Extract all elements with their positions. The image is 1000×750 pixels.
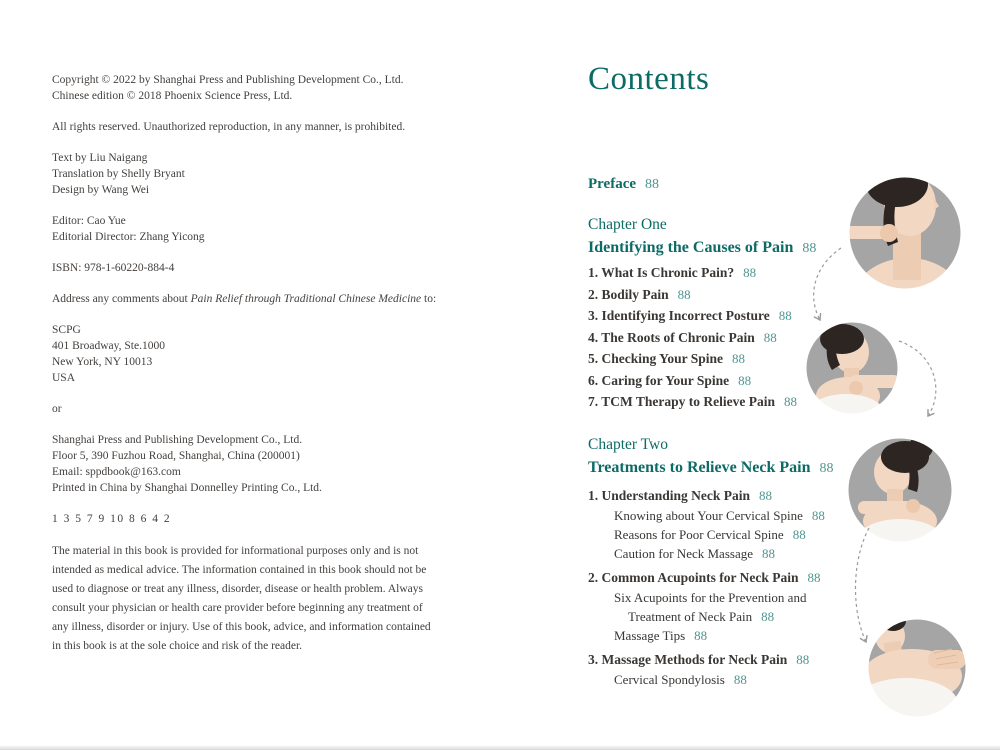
copyright-line: Copyright © 2022 by Shanghai Press and Publishing Development Co., Ltd. xyxy=(52,74,404,86)
credit-line: Design by Wang Wei xyxy=(52,184,150,196)
page-number: 88 xyxy=(733,672,747,687)
page-title: Contents xyxy=(588,61,710,97)
rights-line: All rights reserved. Unauthorized reproduction, in any manner, is prohibited. xyxy=(52,121,406,133)
page-number: 88 xyxy=(732,351,746,366)
toc-item: 7. TCM Therapy to Relieve Pain 88 xyxy=(588,394,797,409)
isbn-block xyxy=(52,260,442,276)
toc-subitem: Cervical Spondylosis 88 xyxy=(614,672,747,687)
toc-item: 3. Massage Methods for Neck Pain 88 xyxy=(588,652,810,667)
disclaimer-block xyxy=(52,542,442,656)
page-number: 88 xyxy=(677,286,691,302)
page-number: 88 xyxy=(738,372,752,388)
chapter-title: Treatments to Relieve Neck Pain 88 xyxy=(588,459,834,476)
page-number: 88 xyxy=(759,488,773,503)
address-line: Printed in China by Shanghai Donnelley Printing Co., Ltd. xyxy=(52,482,322,494)
toc-preface: Preface 88 xyxy=(588,176,660,192)
disclaimer-line: The material in this book is provided for informational purposes only and is not xyxy=(52,545,419,557)
page-number: 88 xyxy=(762,546,775,561)
print-run-block xyxy=(52,511,442,527)
page-number: 88 xyxy=(802,241,817,256)
credits-block xyxy=(52,150,442,198)
chapter-one-items xyxy=(588,262,968,413)
chapter-one-heading xyxy=(588,214,988,261)
toc-item: 4. The Roots of Chronic Pain 88 xyxy=(588,329,777,345)
copyright-line: Chinese edition © 2018 Phoenix Science Press, Ltd. xyxy=(52,90,293,102)
address-line: New York, NY 10013 xyxy=(52,356,153,368)
page-number: 88 xyxy=(763,329,777,345)
chapter-kicker: Chapter Two xyxy=(588,436,668,453)
editor-line: Editor: Cao Yue xyxy=(52,215,126,227)
toc-item: 1. What Is Chronic Pain? 88 xyxy=(588,265,757,280)
page-number: 88 xyxy=(743,265,757,280)
address-line: Floor 5, 390 Fuzhou Road, Shanghai, China (200001) xyxy=(52,450,300,462)
toc-subitem: Massage Tips 88 xyxy=(614,628,708,643)
print-run-line: 1 3 5 7 9 10 8 6 4 2 xyxy=(52,513,172,525)
page-number: 88 xyxy=(811,508,825,523)
page-number: 88 xyxy=(778,308,792,323)
address-line: SCPG xyxy=(52,324,81,336)
cn-address-block xyxy=(52,432,442,496)
page-number: 88 xyxy=(784,394,797,409)
toc-item: 5. Checking Your Spine 88 xyxy=(588,351,746,366)
page-number: 88 xyxy=(761,609,775,624)
book-title-italic: Pain Relief through Traditional Chinese Medicine xyxy=(190,293,422,305)
rights-block xyxy=(52,119,442,135)
chapter-kicker: Chapter One xyxy=(588,216,667,233)
toc-item: 3. Identifying Incorrect Posture 88 xyxy=(588,308,792,323)
credit-line: Translation by Shelly Bryant xyxy=(52,168,185,180)
page-number: 88 xyxy=(792,527,806,542)
page-number: 88 xyxy=(807,570,821,585)
disclaimer-line: used to diagnose or treat any illness, disorder, disease or health problem. Always xyxy=(52,583,423,595)
page-bottom-edge xyxy=(0,745,1000,750)
comments-line: Address any comments about Pain Relief through Traditional Chinese Medicine to: xyxy=(52,293,437,305)
toc-item: 1. Understanding Neck Pain 88 xyxy=(588,488,773,503)
toc-item: 2. Bodily Pain 88 xyxy=(588,286,691,302)
page-number: 88 xyxy=(819,461,834,476)
toc-item: 6. Caring for Your Spine 88 xyxy=(588,372,752,388)
us-address-block xyxy=(52,322,442,386)
toc-item: 2. Common Acupoints for Neck Pain 88 xyxy=(588,570,821,585)
chapter-title: Identifying the Causes of Pain 88 xyxy=(588,239,817,256)
toc-subitem: Knowing about Your Cervical Spine 88 xyxy=(614,508,825,523)
page-number: 88 xyxy=(796,652,810,667)
disclaimer-line: intended as medical advice. The information contained in this book should not be xyxy=(52,564,427,576)
address-line: Email: sppdbook@163.com xyxy=(52,466,181,478)
copyright-block xyxy=(52,72,442,104)
comments-block xyxy=(52,291,442,307)
disclaimer-line: in this book is at the sole choice and risk of the reader. xyxy=(52,640,303,652)
copyright-page xyxy=(52,72,442,671)
disclaimer-line: any illness, disorder or injury. Use of this book, advice, and information contained xyxy=(52,621,431,633)
or-block xyxy=(52,401,442,417)
or-line: or xyxy=(52,403,62,415)
address-line: USA xyxy=(52,372,76,384)
editor-line: Editorial Director: Zhang Yicong xyxy=(52,231,205,243)
toc-subitem: Reasons for Poor Cervical Spine 88 xyxy=(614,527,806,542)
disclaimer-line: consult your physician or health care provider before beginning any treatment of xyxy=(52,602,423,614)
toc-subitem-wrap: Treatment of Neck Pain 88 xyxy=(628,609,775,624)
chapter-two-items xyxy=(588,481,968,689)
editors-block xyxy=(52,213,442,245)
credit-line: Text by Liu Naigang xyxy=(52,152,148,164)
toc-subitem: Caution for Neck Massage 88 xyxy=(614,546,775,561)
address-line: 401 Broadway, Ste.1000 xyxy=(52,340,165,352)
chapter-two-heading xyxy=(588,434,988,481)
isbn-line: ISBN: 978-1-60220-884-4 xyxy=(52,262,175,274)
address-line: Shanghai Press and Publishing Development Co., Ltd. xyxy=(52,434,303,446)
page-number: 88 xyxy=(694,628,708,643)
toc-subitem: Six Acupoints for the Prevention and xyxy=(614,590,807,605)
page-number: 88 xyxy=(645,177,660,192)
